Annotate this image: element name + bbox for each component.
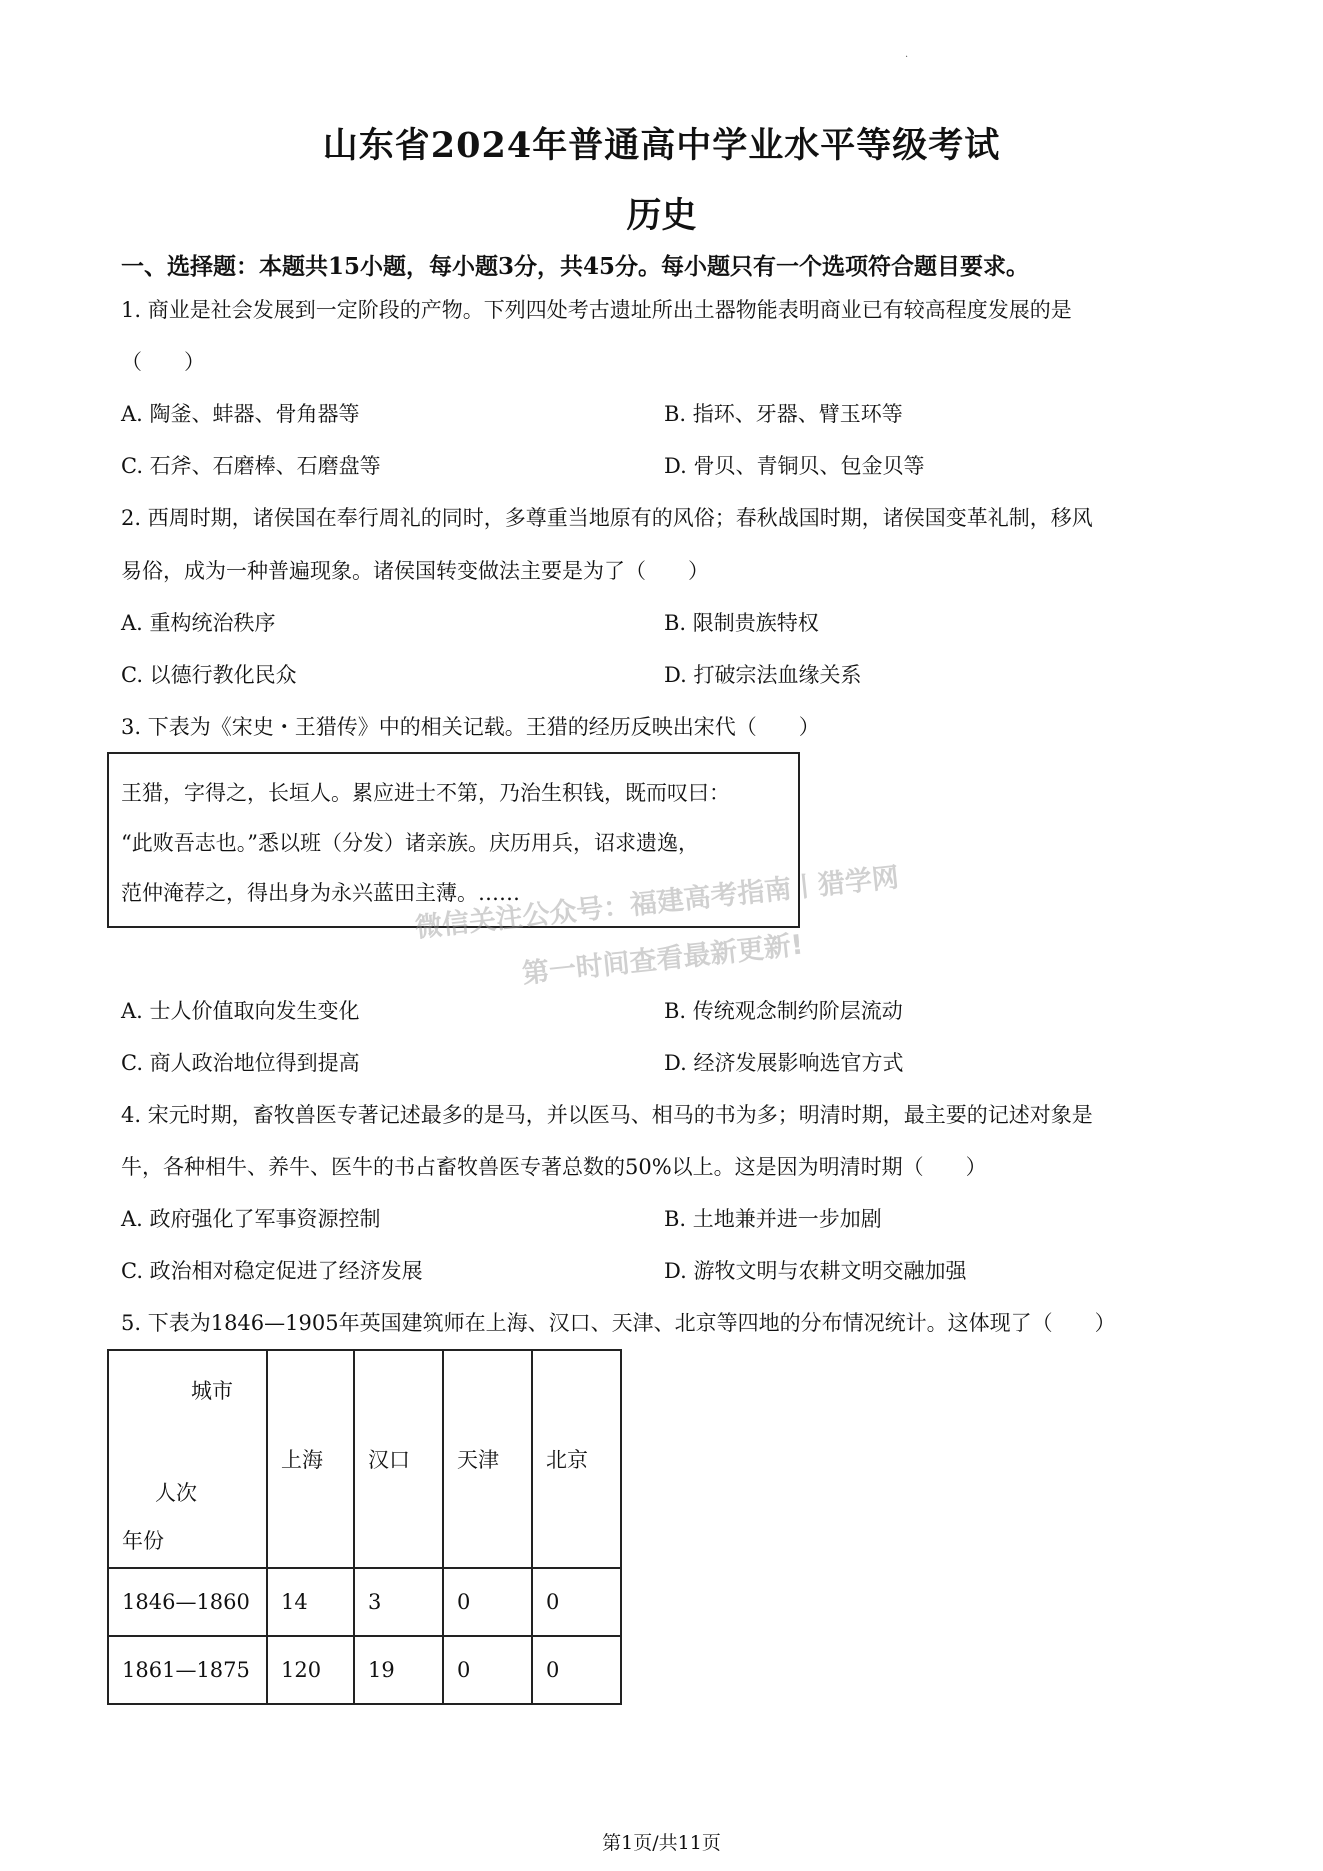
row-value-shanghai: 14 — [267, 1568, 354, 1636]
q1-option-c: C. 石斧、石磨棒、石磨盘等 — [121, 454, 381, 478]
row-value-hankou: 19 — [354, 1636, 443, 1704]
q5-stats-table — [107, 1349, 622, 1705]
q4-option-b: B. 土地兼并进一步加剧 — [664, 1207, 882, 1231]
q3-option-a: A. 士人价值取向发生变化 — [121, 999, 360, 1023]
q3-option-c: C. 商人政治地位得到提高 — [121, 1051, 360, 1075]
table-row — [108, 1568, 621, 1636]
table-row — [108, 1636, 621, 1704]
q3-option-b: B. 传统观念制约阶层流动 — [664, 999, 903, 1023]
q3-quote-line2: “此败吾志也。”悉以班（分发）诸亲族。庆历用兵，诏求遗逸， — [121, 831, 699, 855]
watermark-line2: 第一时间查看最新更新! — [520, 929, 805, 990]
row-value-tianjin: 0 — [443, 1568, 532, 1636]
corner-label-city: 城市 — [191, 1379, 233, 1403]
exam-title: 山东省2024年普通高中学业水平等级考试 — [322, 125, 1001, 166]
scan-dot: · — [905, 52, 909, 63]
q4-stem-line1: 4. 宋元时期，畜牧兽医专著记述最多的是马，并以医马、相马的书为多；明清时期，最主要的记述对象是 — [121, 1103, 1093, 1127]
q1-option-d: D. 骨贝、青铜贝、包金贝等 — [664, 454, 925, 478]
q4-option-a: A. 政府强化了军事资源控制 — [121, 1207, 381, 1231]
table-header-row — [108, 1350, 621, 1568]
q1-option-a: A. 陶釜、蚌器、骨角器等 — [121, 402, 360, 426]
q2-option-c: C. 以德行教化民众 — [121, 663, 297, 687]
q2-option-b: B. 限制贵族特权 — [664, 611, 819, 635]
q1-stem-line2: （ ） — [121, 350, 205, 374]
column-header-shanghai: 上海 — [267, 1350, 354, 1568]
q4-stem-line2: 牛，各种相牛、养牛、医牛的书占畜牧兽医专著总数的50%以上。这是因为明清时期（ ） — [121, 1155, 987, 1179]
column-header-tianjin: 天津 — [443, 1350, 532, 1568]
q4-option-c: C. 政治相对稳定促进了经济发展 — [121, 1259, 423, 1283]
table-corner-cell — [108, 1350, 267, 1568]
row-value-shanghai: 120 — [267, 1636, 354, 1704]
watermark-line1: 微信关注公众号：福建高考指南丨猎学网 — [413, 862, 901, 944]
row-value-hankou: 3 — [354, 1568, 443, 1636]
corner-label-year: 年份 — [122, 1529, 164, 1553]
row-period: 1846—1860 — [108, 1568, 267, 1636]
q2-stem-line1: 2. 西周时期，诸侯国在奉行周礼的同时，多尊重当地原有的风俗；春秋战国时期，诸侯国变革礼制，移风 — [121, 506, 1093, 530]
q3-quote-line1: 王猎，字得之，长垣人。累应进士不第，乃治生积钱，既而叹曰： — [121, 781, 730, 805]
exam-subject: 历史 — [626, 195, 697, 236]
row-value-tianjin: 0 — [443, 1636, 532, 1704]
q3-quote-line3: 范仲淹荐之，得出身为永兴蓝田主薄。…… — [121, 881, 520, 905]
row-period: 1861—1875 — [108, 1636, 267, 1704]
row-value-beijing: 0 — [532, 1568, 621, 1636]
q3-stem: 3. 下表为《宋史・王猎传》中的相关记载。王猎的经历反映出宋代（ ） — [121, 715, 820, 739]
row-value-beijing: 0 — [532, 1636, 621, 1704]
q1-option-b: B. 指环、牙器、臂玉环等 — [664, 402, 903, 426]
section-heading: 一、选择题：本题共15小题，每小题3分，共45分。每小题只有一个选项符合题目要求。 — [121, 253, 1030, 280]
q2-option-a: A. 重构统治秩序 — [121, 611, 276, 635]
q3-option-d: D. 经济发展影响选官方式 — [664, 1051, 904, 1075]
q2-stem-line2: 易俗，成为一种普遍现象。诸侯国转变做法主要是为了（ ） — [121, 559, 709, 583]
q1-stem-line1: 1. 商业是社会发展到一定阶段的产物。下列四处考古遗址所出土器物能表明商业已有较高程度发展的是 — [121, 298, 1072, 322]
column-header-beijing: 北京 — [532, 1350, 621, 1568]
corner-label-count: 人次 — [155, 1481, 197, 1505]
page-footer: 第1页/共11页 — [602, 1832, 721, 1854]
column-header-hankou: 汉口 — [354, 1350, 443, 1568]
q5-stem: 5. 下表为1846—1905年英国建筑师在上海、汉口、天津、北京等四地的分布情况统计。这体现了（ ） — [121, 1311, 1116, 1335]
q2-option-d: D. 打破宗法血缘关系 — [664, 663, 862, 687]
q4-option-d: D. 游牧文明与农耕文明交融加强 — [664, 1259, 967, 1283]
